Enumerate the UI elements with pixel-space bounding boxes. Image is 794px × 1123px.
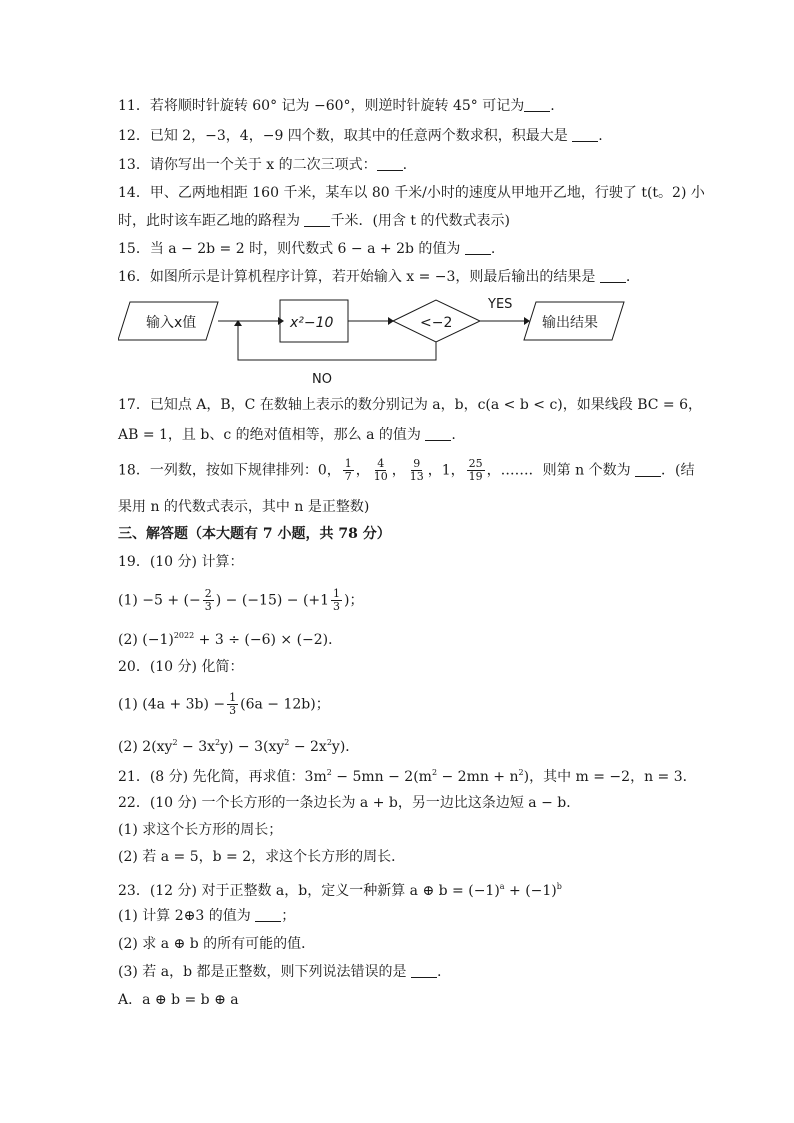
condition-label: <−2: [420, 315, 453, 331]
question-23-part-2: (2) 求 a ⊕ b 的所有可能的值．: [118, 936, 316, 952]
question-text: 12．已知 2，−3，4，−9 四个数，取其中的任意两个数求积，积最大是: [118, 128, 568, 144]
question-text: 15．当 a − 2b = 2 时，则代数式 6 − a + 2b 的值为: [118, 241, 461, 257]
fraction: $\frac{2}{3}$: [204, 587, 212, 613]
question-14-line-2: 时，此时该车距乙地的路程为 千米．(用含 t 的代数式表示): [118, 213, 510, 229]
arrow-head: [388, 317, 394, 325]
question-23-part-3: (3) 若 a，b 都是正整数，则下列说法错误的是 .: [118, 964, 442, 980]
question-18-line-1: 18．一列数，按如下规律排列：0， $\frac{1}{7}$ ， $\frac{4}{10}$ ， $\frac{9}{13}$ ，1， $\frac{25}{19}$ ，……．则第 n 个数为 ．(结: [118, 457, 695, 483]
question-14-line-1: [118, 183, 705, 203]
question-11: 11．若将顺时针旋转 60° 记为 −60°，则逆时针旋转 45° 可记为 .: [118, 98, 555, 114]
answer-blank[interactable]: [572, 127, 598, 142]
question-13: 13．请你写出一个关于 x 的二次三项式： .: [118, 157, 408, 173]
question-19-title: 19．(10 分) 计算：: [118, 554, 244, 570]
question-21: 21．(8 分) 先化简，再求值：$3m^2 - 5mn - 2(m^2 - 2mn + n^2)$，其中 m = −2，n = 3．: [118, 768, 697, 785]
question-12: 12．已知 2，−3，4，−9 四个数，取其中的任意两个数求积，积最大是 .: [118, 128, 603, 144]
fraction: $\frac{9}{13}$: [409, 457, 424, 483]
fraction: $\frac{4}{10}$: [373, 457, 388, 483]
question-text: 11．若将顺时针旋转 60° 记为 −60°，则逆时针旋转 45° 可记为: [118, 98, 525, 114]
question-17-line-2: AB = 1，且 b、c 的绝对值相等，那么 a 的值为 .: [118, 427, 456, 443]
question-19-part-1: (1) −5 + (− $\frac{2}{3}$ ) − (−15) − (+1 $\frac{1}{3}$ )；: [118, 587, 364, 613]
answer-blank[interactable]: [304, 212, 330, 227]
question-20-part-2: (2) $2(xy^2 - 3x^2y) - 3(xy^2 - 2x^2y)$．: [118, 738, 360, 755]
question-text: 13．请你写出一个关于 x 的二次三项式：: [118, 157, 377, 173]
question-23-option-a[interactable]: A．a ⊕ b = b ⊕ a: [118, 992, 239, 1008]
fraction: $\frac{1}{7}$: [344, 457, 352, 483]
question-22-part-1: (1) 求这个长方形的周长；: [118, 822, 283, 838]
question-19-part-2: (2) $(-1)^{2022} + 3 \div (-6) \times (-2)$．: [118, 631, 343, 648]
question-15: 15．当 a − 2b = 2 时，则代数式 6 − a + 2b 的值为 .: [118, 241, 496, 257]
program-flowchart: [118, 290, 638, 390]
input-label: 输入x值: [146, 315, 197, 331]
answer-blank[interactable]: [635, 462, 661, 477]
question-text: 16．如图所示是计算机程序计算，若开始输入 x = −3，则最后输出的结果是: [118, 269, 596, 285]
question-text: 17．已知点 A，B，C 在数轴上表示的数分别记为 a，b，c(a < b < c)，如果线段 BC = 6，: [118, 397, 703, 413]
answer-blank[interactable]: [600, 268, 626, 283]
section-heading: 三、解答题（本大题有 7 小题，共 78 分）: [118, 526, 391, 542]
question-22-part-2: (2) 若 a = 5，b = 2，求这个长方形的周长．: [118, 849, 406, 865]
question-23-part-1: (1) 计算 2⊕3 的值为 ；: [118, 908, 296, 924]
no-label: NO: [312, 372, 332, 387]
fraction: $\frac{1}{3}$: [333, 587, 341, 613]
question-text: 14．甲、乙两地相距 160 千米，某车以 80 千米/小时的速度从甲地开乙地，行驶了 t(t。2) 小: [118, 185, 705, 201]
question-18-line-2: 果用 n 的代数式表示，其中 n 是正整数): [118, 499, 370, 515]
question-20-part-1: (1) (4a + 3b) − $\frac{1}{3}$ (6a − 12b)；: [118, 691, 330, 717]
arrow-head: [278, 317, 284, 325]
question-22-title: 22．(10 分) 一个长方形的一条边长为 a + b，另一边比这条边短 a − b．: [118, 795, 581, 811]
question-20-title: 20．(10 分) 化简：: [118, 659, 244, 675]
fraction: $\frac{25}{19}$: [468, 457, 483, 483]
question-17-line-1: [118, 395, 702, 415]
yes-label: YES: [488, 297, 513, 312]
answer-blank[interactable]: [524, 97, 550, 112]
answer-blank[interactable]: [411, 963, 437, 978]
answer-blank[interactable]: [255, 907, 281, 922]
question-23-title: 23．(12 分) 对于正整数 a，b，定义一种新算 a ⊕ $b = (-1)^a + (-1)^b$: [118, 882, 562, 899]
fraction: $\frac{1}{3}$: [229, 691, 237, 717]
answer-blank[interactable]: [377, 156, 403, 171]
answer-blank[interactable]: [425, 426, 451, 441]
answer-blank[interactable]: [465, 240, 491, 255]
output-label: 输出结果: [542, 315, 598, 331]
expression-label: x²−10: [290, 315, 334, 331]
question-16: 16．如图所示是计算机程序计算，若开始输入 x = −3，则最后输出的结果是 .: [118, 269, 631, 285]
